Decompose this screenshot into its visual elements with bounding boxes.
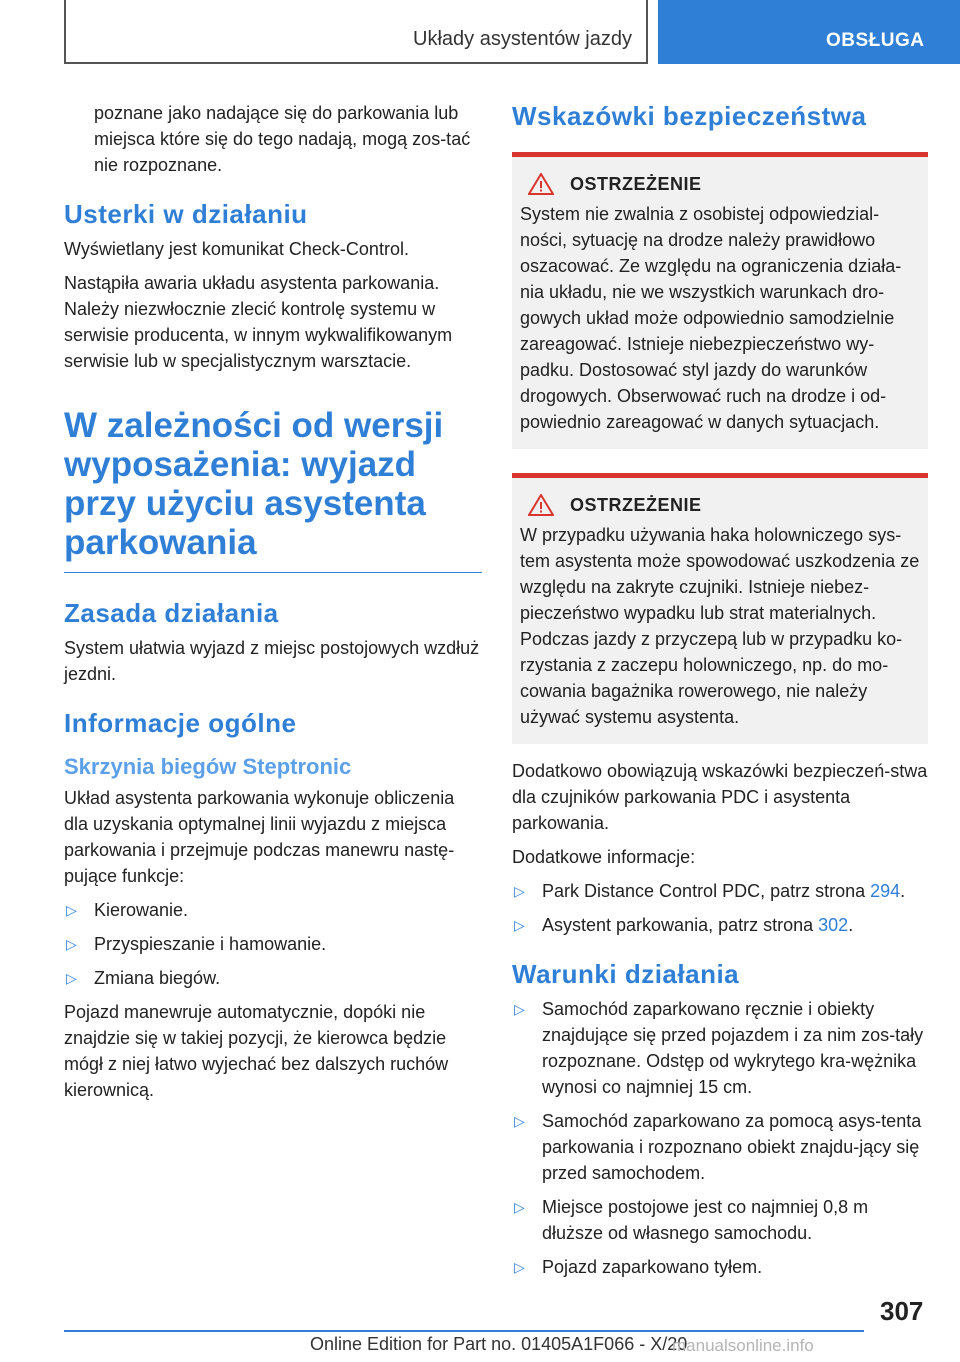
intro-paragraph: poznane jako nadające się do parkowania lub miejsca które się do tego nadają, mogą zos-tać nie rozpoznane. — [94, 103, 471, 175]
footer-divider — [64, 1330, 864, 1332]
list-item: ▷ Zmiana biegów. — [64, 965, 482, 991]
closing-paragraph: Pojazd manewruje automatycznie, dopóki nie znajdzie się w takiej pozycji, że kierowca będzie mógł z niej łatwo wyjechać bez dalszych ruchów kierownicą. — [64, 1002, 449, 1100]
list-item: ▷ Samochód zaparkowano ręcznie i obiekty znajdujące się przed pojazdem i za nim zos-tały rozpoznane. Odstęp od wykrytego kra-wężnika wynosi co najmniej 15 cm. — [512, 996, 928, 1100]
triangle-bullet-icon: ▷ — [514, 1199, 525, 1215]
triangle-bullet-icon: ▷ — [66, 902, 77, 918]
triangle-bullet-icon: ▷ — [514, 1113, 525, 1129]
functions-list — [64, 897, 482, 991]
triangle-bullet-icon: ▷ — [514, 883, 525, 899]
warning-triangle-icon — [528, 173, 554, 195]
triangle-bullet-icon: ▷ — [514, 1259, 525, 1275]
left-column — [64, 100, 482, 1111]
warning-box-2 — [512, 473, 928, 744]
list-item: ▷ Pojazd zaparkowano tyłem. — [512, 1254, 928, 1280]
list-item: ▷ Przyspieszanie i hamowanie. — [64, 931, 482, 957]
steptronic-subheading: Skrzynia biegów Steptronic — [64, 754, 352, 779]
page-number: 307 — [880, 1296, 924, 1326]
page-link[interactable]: 302 — [818, 915, 849, 935]
list-item: ▷ Miejsce postojowe jest co najmniej 0,8 m dłuższe od własnego samochodu. — [512, 1194, 928, 1246]
edition-text: Online Edition for Part no. 01405A1F066 - X/20 — [310, 1334, 688, 1354]
warning-text: System nie zwalnia z osobistej odpowiedzial-ności, sytuację na drodze należy prawidłowo oszacować. Ze względu na ograniczenia działa-nia układu, nie we wszystkich warunkach dro-gowych układ może odpowiednio samodzielnie zareagować. Istnieje niebezpieczeństwo wy-padku. Dostosować styl jazdy do warunków drogowych. Obserwować ruch na drodze i od-powiednio zareagować w danych sytuacjach. — [520, 204, 902, 432]
warning-text: W przypadku używania haka holowniczego sys-tem asystenta może spowodować uszkodzenia ze względu na zakryte czujniki. Istnieje niebez-pieczeństwo wypadku lub strat materialnych. Podczas jazdy z przyczepą lub w przypadku ko-rzystania z zaczepu holowniczego, np. do mo-cowania bagażnika rowerowego, nie należy używać systemu asystenta. — [520, 525, 920, 727]
header-section-title: Układy asystentów jazdy — [413, 28, 632, 50]
warning-triangle-icon — [528, 494, 554, 516]
triangle-bullet-icon: ▷ — [66, 936, 77, 952]
list-item: ▷ Kierowanie. — [64, 897, 482, 923]
triangle-bullet-icon: ▷ — [514, 1001, 525, 1017]
references-list — [512, 878, 928, 938]
principle-heading: Zasada działania — [64, 598, 279, 628]
malfunction-paragraph-1: Wyświetlany jest komunikat Check-Control. — [64, 239, 409, 259]
conditions-list — [512, 996, 928, 1280]
main-section-title: W zależności od wersji wyposażenia: wyjazd przy użyciu asystenta parkowania — [64, 406, 482, 573]
warning-box-1 — [512, 152, 928, 449]
triangle-bullet-icon: ▷ — [514, 917, 525, 933]
reference-item: ▷ Asystent parkowania, patrz strona 302. — [512, 912, 928, 938]
page-link[interactable]: 294 — [870, 881, 901, 901]
malfunction-paragraph-2: Nastąpiła awaria układu asystenta parkowania. Należy niezwłocznie zlecić kontrolę systemu w serwisie producenta, w innym wykwalifikowanym serwisie lub w specjalistycznym warsztacie. — [64, 273, 453, 371]
additional-paragraph: Dodatkowo obowiązują wskazówki bezpieczeń-stwa dla czujników parkowania PDC i asystenta parkowania. — [512, 761, 928, 833]
warning-title: OSTRZEŻENIE — [570, 173, 702, 194]
right-column — [512, 100, 928, 1288]
safety-heading: Wskazówki bezpieczeństwa — [512, 101, 867, 131]
more-info-label: Dodatkowe informacje: — [512, 847, 696, 867]
reference-item: ▷ Park Distance Control PDC, patrz strona 294. — [512, 878, 928, 904]
header-chapter-title: OBSŁUGA — [826, 30, 925, 51]
warning-title: OSTRZEŻENIE — [570, 494, 702, 515]
watermark-text: manualsonline.info — [672, 1336, 814, 1355]
principle-paragraph: System ułatwia wyjazd z miejsc postojowych wzdłuż jezdni. — [64, 638, 480, 684]
malfunction-heading: Usterki w działaniu — [64, 199, 308, 229]
conditions-heading: Warunki działania — [512, 959, 740, 989]
header-section-box — [64, 0, 648, 64]
triangle-bullet-icon: ▷ — [66, 970, 77, 986]
general-heading: Informacje ogólne — [64, 708, 297, 738]
header-chapter-box — [658, 0, 960, 64]
general-paragraph: Układ asystenta parkowania wykonuje obliczenia dla uzyskania optymalnej linii wyjazdu z miejsca parkowania i przejmuje podczas manewru nastę-pujące funkcje: — [64, 788, 455, 886]
list-item: ▷ Samochód zaparkowano za pomocą asys-tenta parkowania i rozpoznano obiekt znajdu-jący się przed samochodem. — [512, 1108, 928, 1186]
